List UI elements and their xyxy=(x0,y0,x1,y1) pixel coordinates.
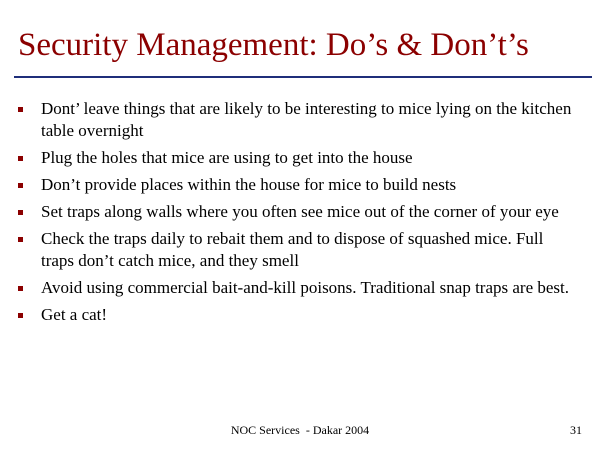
bullet-text: Plug the holes that mice are using to get into the house xyxy=(41,148,413,167)
square-bullet-icon xyxy=(18,156,23,161)
bullet-item xyxy=(18,174,578,196)
title-underline xyxy=(14,76,592,78)
page-number: 31 xyxy=(570,423,582,437)
bullet-text: Dont’ leave things that are likely to be interesting to mice lying on the kitchen table overnight xyxy=(41,99,572,140)
bullet-item xyxy=(18,304,578,326)
square-bullet-icon xyxy=(18,313,23,318)
bullet-item xyxy=(18,228,578,272)
square-bullet-icon xyxy=(18,237,23,242)
bullet-item xyxy=(18,98,578,142)
bullet-list xyxy=(18,98,578,331)
footer-text: NOC Services - Dakar 2004 xyxy=(230,423,370,437)
bullet-text: Don’t provide places within the house for mice to build nests xyxy=(41,175,457,194)
bullet-text: Set traps along walls where you often see mice out of the corner of your eye xyxy=(41,202,559,221)
square-bullet-icon xyxy=(18,107,23,112)
square-bullet-icon xyxy=(18,183,23,188)
bullet-item xyxy=(18,277,578,299)
square-bullet-icon xyxy=(18,210,23,215)
bullet-item xyxy=(18,201,578,223)
square-bullet-icon xyxy=(18,286,23,291)
bullet-text: Get a cat! xyxy=(41,305,108,324)
slide-title: Security Management: Do’s & Don’t’s xyxy=(18,27,529,63)
bullet-item xyxy=(18,147,578,169)
bullet-text: Avoid using commercial bait-and-kill poisons. Traditional snap traps are best. xyxy=(41,278,570,297)
bullet-text: Check the traps daily to rebait them and to dispose of squashed mice. Full traps don’t catch mice, and they smell xyxy=(41,229,544,270)
